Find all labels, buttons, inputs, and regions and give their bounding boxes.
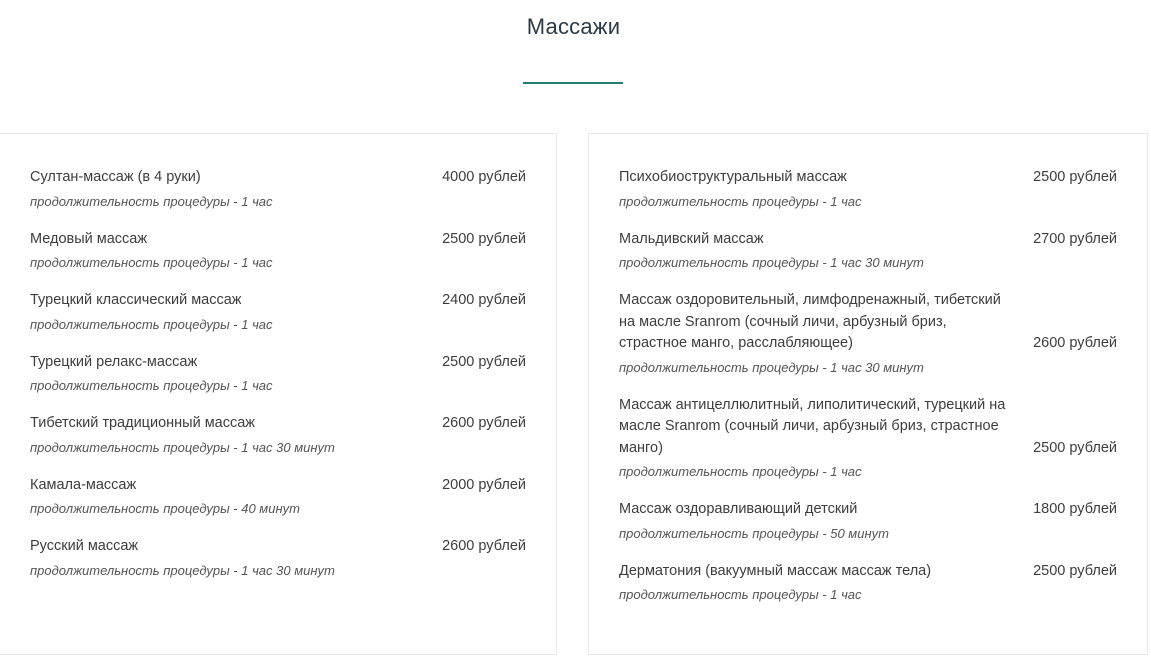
item-price: 1800 рублей — [1033, 501, 1117, 517]
item-name: Психобиоструктуральный массаж — [619, 169, 847, 185]
item-name: Турецкий релакс-массаж — [30, 353, 198, 370]
item-name: Медовый массаж — [30, 230, 148, 247]
item-name: Султан-массаж (в 4 руки) — [30, 169, 201, 185]
item-duration: продолжительность процедуры - 1 час — [30, 193, 273, 209]
item-price: 2600 рублей — [442, 415, 526, 431]
item-price: 2400 рублей — [442, 292, 526, 308]
item-name: Массаж оздоравливающий детский — [619, 501, 858, 517]
title-underline — [523, 82, 623, 84]
item-price: 4000 рублей — [442, 169, 526, 185]
price-item — [30, 475, 526, 519]
item-price: 2500 рублей — [442, 230, 526, 247]
item-name: Мальдивский массаж — [619, 230, 764, 247]
item-price: 2500 рублей — [1033, 439, 1117, 456]
item-duration: продолжительность процедуры - 1 час — [30, 316, 273, 332]
price-item — [30, 229, 526, 273]
price-item — [619, 290, 1117, 377]
item-duration: продолжительность процедуры - 1 час 30 минут — [619, 255, 924, 270]
price-item — [619, 167, 1117, 211]
price-item — [619, 561, 1117, 605]
item-price: 2700 рублей — [1033, 230, 1117, 247]
page-title: Массажи — [526, 14, 621, 39]
item-duration: продолжительность процедуры - 1 час 30 минут — [619, 359, 924, 375]
price-item — [30, 352, 526, 396]
item-name: Тибетский традиционный массаж — [30, 415, 256, 431]
item-duration: продолжительность процедуры - 1 час 30 минут — [30, 439, 335, 455]
item-price: 2500 рублей — [442, 353, 526, 370]
item-duration: продолжительность процедуры - 1 час — [619, 193, 862, 209]
item-duration: продолжительность процедуры - 1 час 30 минут — [30, 562, 335, 578]
item-name: Русский массаж — [30, 538, 139, 554]
price-item — [30, 536, 526, 580]
item-duration: продолжительность процедуры - 50 минут — [619, 525, 889, 541]
price-item — [619, 499, 1117, 543]
price-list-items-left — [30, 167, 526, 598]
item-name: Дерматония (вакуумный массаж массаж тела) — [619, 562, 932, 579]
item-price: 2500 рублей — [1033, 169, 1117, 185]
item-duration: продолжительность процедуры - 1 час — [30, 378, 273, 393]
price-item — [30, 167, 526, 211]
item-duration: продолжительность процедуры - 1 час — [619, 587, 862, 602]
price-item — [30, 413, 526, 457]
item-price: 2600 рублей — [442, 538, 526, 554]
price-list-left — [0, 133, 557, 655]
price-item — [619, 229, 1117, 273]
price-item — [619, 395, 1117, 482]
item-name: Массаж антицеллюлитный, липолитический, турецкий на масле Sranrom (сочный личи, арбузный бриз, страстное манго) — [619, 396, 1006, 456]
item-duration: продолжительность процедуры - 1 час — [30, 255, 273, 270]
item-name: Массаж оздоровительный, лимфодренажный, тибетский на масле Sranrom (сочный личи, арбузный бриз, страстное манго, расслабляющее) — [619, 292, 1001, 351]
item-price: 2600 рублей — [1033, 335, 1117, 351]
item-name: Камала-массаж — [30, 476, 137, 493]
item-name: Турецкий классический массаж — [30, 292, 242, 308]
item-duration: продолжительность процедуры - 1 час — [619, 464, 862, 479]
item-price: 2000 рублей — [442, 476, 526, 493]
price-list-right — [588, 133, 1148, 655]
price-item — [30, 290, 526, 334]
item-price: 2500 рублей — [1033, 562, 1117, 579]
price-list-items-right — [619, 167, 1117, 622]
item-duration: продолжительность процедуры - 40 минут — [30, 501, 300, 516]
